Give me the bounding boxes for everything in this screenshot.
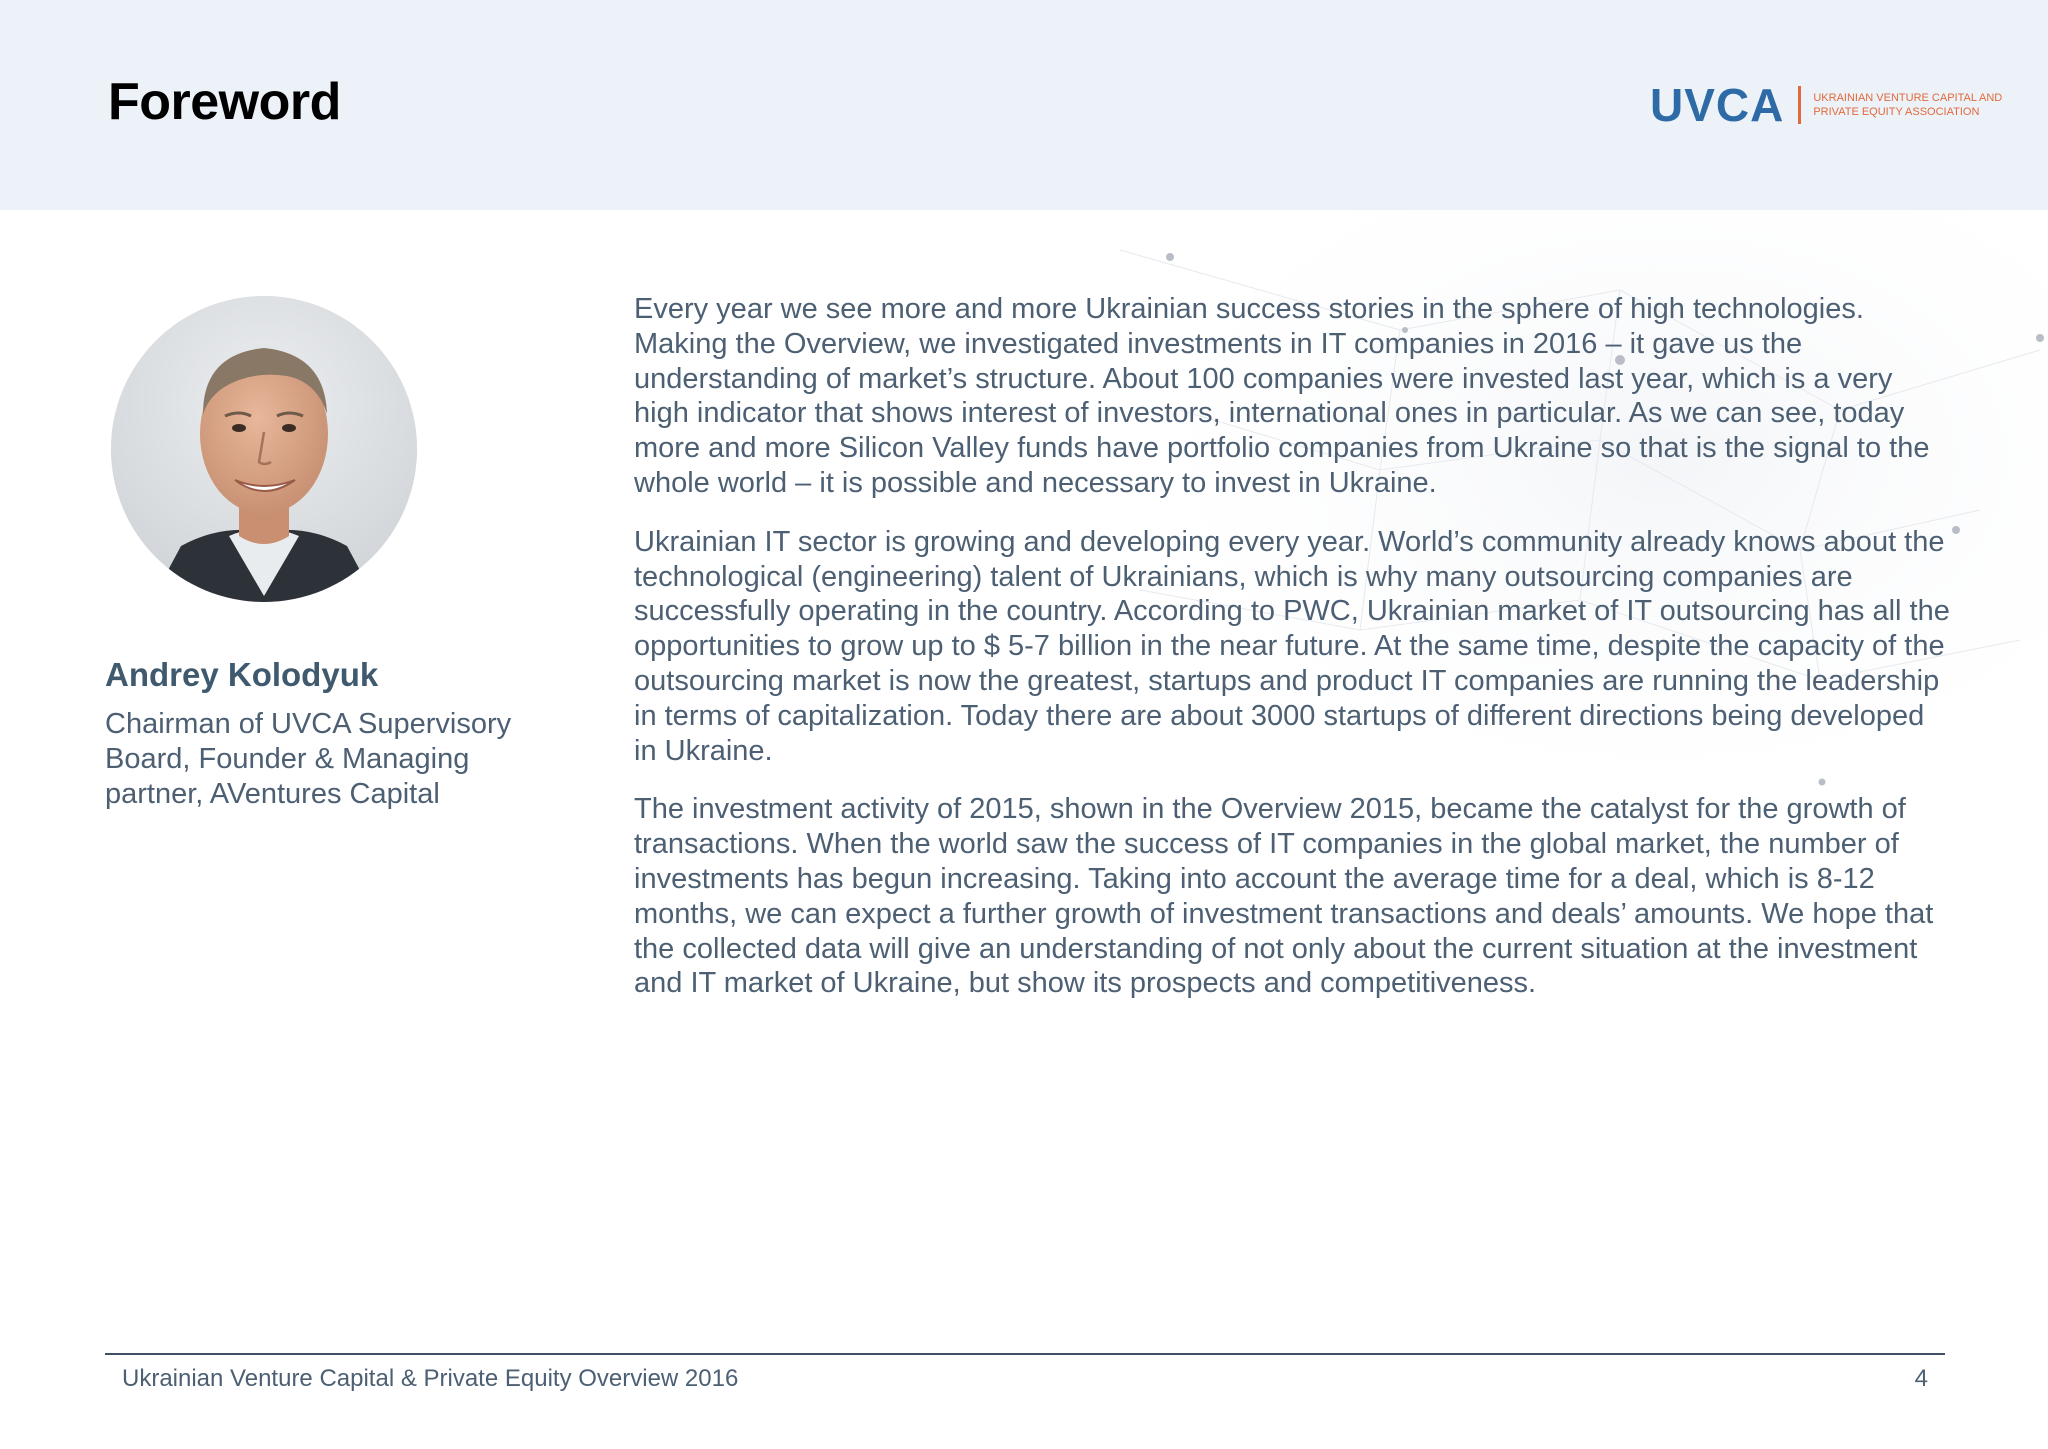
person-role: Chairman of UVCA Supervisory Board, Founder & Managing partner, AVentures Capital	[105, 708, 512, 810]
page-title: Foreword	[108, 73, 341, 131]
logo-subtitle-line2: PRIVATE EQUITY ASSOCIATION	[1813, 106, 1980, 118]
footer-divider	[105, 1353, 1945, 1355]
portrait-photo	[111, 296, 417, 602]
paragraph: Ukrainian IT sector is growing and developing every year. World’s community already knows about the technological (engineering) talent of Ukrainians, which is why many outsourcing companies are successfully operating in the country. According to PWC, Ukrainian market of IT outsourcing has all the opportunities to grow up to $ 5-7 billion in the near future. At the same time, despite the capacity of the outsourcing market is now the greatest, startups and product IT companies are running the leadership in terms of capitalization. Today there are about 3000 startups of different directions being developed in Ukraine.	[634, 525, 1950, 767]
logo-subtitle	[1813, 91, 2002, 119]
person-name: Andrey Kolodyuk	[105, 656, 379, 693]
logo-mark: UVCA	[1650, 79, 1785, 131]
logo-subtitle-line1: UKRAINIAN VENTURE CAPITAL AND	[1813, 92, 2003, 104]
foreword-body	[634, 292, 1954, 1025]
page-number: 4	[1914, 1365, 1928, 1392]
paragraph: Every year we see more and more Ukrainian success stories in the sphere of high technologies. Making the Overview, we investigated investments in IT companies in 2016 – it gave us the understanding of market’s structure. About 100 companies were invested last year, which is a very high indicator that shows interest of investors, international ones in particular. As we can see, today more and more Silicon Valley funds have portfolio companies from Ukraine so that is the signal to the whole world – it is possible and necessary to invest in Ukraine.	[634, 293, 1930, 499]
logo-divider	[1798, 86, 1801, 124]
header-band	[0, 0, 2048, 210]
uvca-logo	[1650, 80, 2002, 130]
paragraph: The investment activity of 2015, shown in the Overview 2015, became the catalyst for the growth of transactions. When the world saw the success of IT companies in the global market, the number of investments has begun increasing. Taking into account the average time for a deal, which is 8-12 months, we can expect a further growth of investment transactions and deals’ amounts. We hope that the collected data will give an understanding of not only about the current situation at the investment and IT market of Ukraine, but show its prospects and competitiveness.	[634, 793, 1934, 1000]
footer-publication-title: Ukrainian Venture Capital & Private Equity Overview 2016	[122, 1365, 739, 1392]
